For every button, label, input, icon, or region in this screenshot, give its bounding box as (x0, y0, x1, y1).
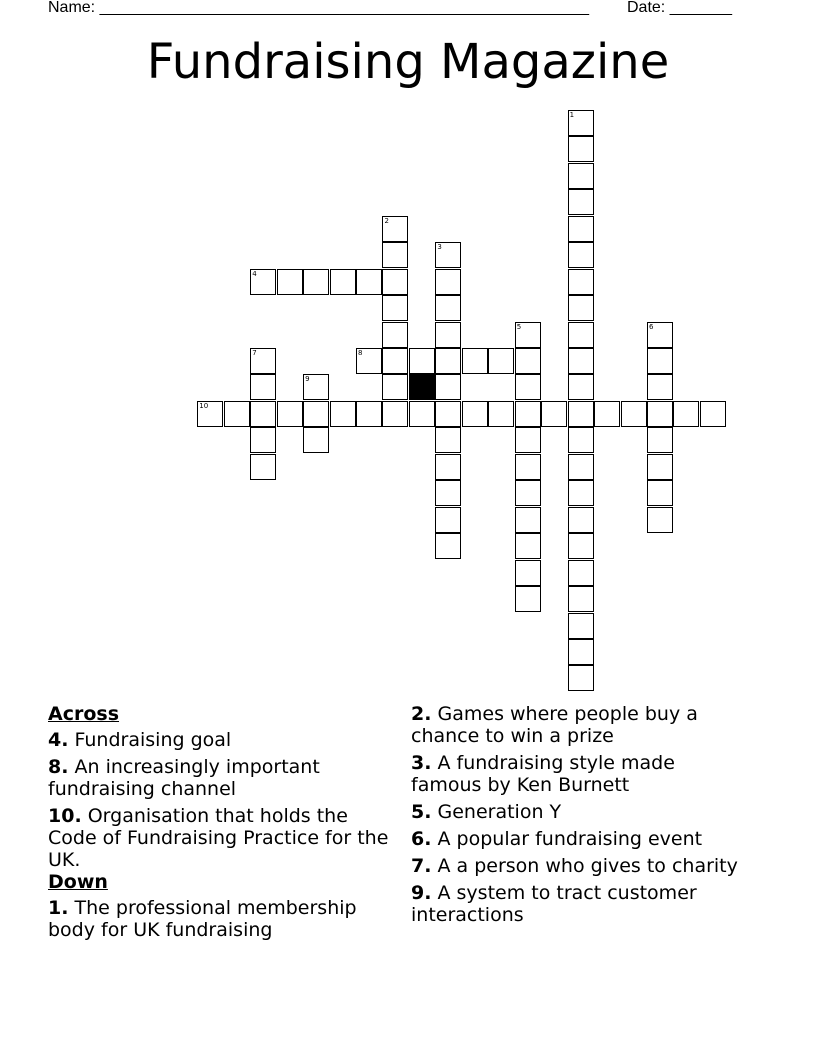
grid-cell[interactable] (515, 560, 541, 586)
clue-down-6: 6. A popular fundraising event (411, 828, 703, 850)
grid-cell[interactable] (647, 507, 673, 533)
grid-cell[interactable] (435, 295, 461, 321)
page-title: Fundraising Magazine (146, 34, 670, 90)
grid-cell[interactable] (568, 586, 594, 612)
clues-right-column (411, 703, 751, 931)
grid-cell[interactable] (382, 242, 408, 268)
grid-cell[interactable] (382, 374, 408, 400)
grid-cell[interactable] (568, 242, 594, 268)
grid-cell[interactable] (435, 480, 461, 506)
grid-cell[interactable] (647, 427, 673, 453)
clue-across-8: 8. An increasingly important fundraising channel (48, 756, 320, 800)
clue-number: 4 (252, 269, 257, 278)
grid-cell[interactable] (568, 110, 594, 136)
grid-cell[interactable] (515, 480, 541, 506)
clue-down-7: 7. A a person who gives to charity (411, 855, 738, 877)
grid-cell-black (409, 374, 435, 400)
grid-cell[interactable] (568, 136, 594, 162)
name-field[interactable]: Name: _______________________________________________________ (48, 0, 589, 16)
grid-cell[interactable] (409, 401, 435, 427)
grid-cell[interactable] (250, 427, 276, 453)
grid-cell[interactable] (356, 348, 382, 374)
grid-cell[interactable] (515, 401, 541, 427)
clue-number: 5 (516, 322, 522, 331)
grid-cell[interactable] (250, 454, 276, 480)
grid-cell[interactable] (515, 322, 541, 348)
grid-cell[interactable] (647, 322, 673, 348)
grid-cell[interactable] (250, 401, 276, 427)
grid-cell[interactable] (330, 401, 356, 427)
grid-cell[interactable] (515, 533, 541, 559)
grid-cell[interactable] (382, 348, 408, 374)
grid-cell[interactable] (382, 216, 408, 242)
grid-cell[interactable] (647, 401, 673, 427)
clue-number: 3 (437, 243, 442, 252)
grid-cell[interactable] (277, 269, 303, 295)
grid-cell[interactable] (647, 374, 673, 400)
grid-cell[interactable] (435, 507, 461, 533)
grid-cell[interactable] (224, 401, 250, 427)
grid-cell[interactable] (277, 401, 303, 427)
grid-cell[interactable] (488, 348, 514, 374)
clue-number: 2 (384, 216, 389, 225)
grid-cell[interactable] (382, 322, 408, 348)
down-heading: Down (48, 871, 108, 893)
grid-cell[interactable] (197, 401, 223, 427)
clue-down-5: 5. Generation Y (411, 801, 562, 823)
clue-down-1: 1. The professional membership body for UK fundraising (48, 897, 357, 941)
grid-cell[interactable] (435, 269, 461, 295)
grid-cell[interactable] (382, 295, 408, 321)
grid-cell[interactable] (568, 639, 594, 665)
grid-cell[interactable] (356, 401, 382, 427)
grid-cell[interactable] (250, 374, 276, 400)
grid-cell[interactable] (568, 348, 594, 374)
grid-cell[interactable] (568, 189, 594, 215)
grid-cell[interactable] (382, 401, 408, 427)
grid-cell[interactable] (515, 507, 541, 533)
clue-down-9: 9. A system to tract customer interactions (411, 882, 697, 926)
grid-cell[interactable] (435, 427, 461, 453)
clue-across-4: 4. Fundraising goal (48, 729, 232, 751)
grid-cell[interactable] (594, 401, 620, 427)
grid-cell[interactable] (568, 401, 594, 427)
clue-number: 6 (648, 322, 654, 331)
grid-cell[interactable] (515, 374, 541, 400)
grid-cell[interactable] (700, 401, 726, 427)
clue-number: 7 (252, 349, 257, 357)
grid-cell[interactable] (303, 269, 329, 295)
grid-cell[interactable] (568, 665, 594, 691)
grid-cell[interactable] (673, 401, 699, 427)
grid-cell[interactable] (435, 374, 461, 400)
grid-cell[interactable] (462, 348, 488, 374)
grid-cell[interactable] (330, 269, 356, 295)
grid-cell[interactable] (568, 454, 594, 480)
grid-cell[interactable] (435, 348, 461, 374)
clue-down-2: 2. Games where people buy a chance to win a prize (411, 703, 698, 747)
across-heading: Across (48, 703, 120, 725)
grid-cell[interactable] (435, 533, 461, 559)
grid-cell[interactable] (303, 374, 329, 400)
grid-cell[interactable] (515, 427, 541, 453)
grid-cell[interactable] (462, 401, 488, 427)
grid-cell[interactable] (568, 613, 594, 639)
grid-cell[interactable] (568, 427, 594, 453)
clue-number: 10 (199, 401, 209, 410)
grid-cell[interactable] (647, 348, 673, 374)
clue-across-10: 10. Organisation that holds the Code of Fundraising Practice for the UK. (48, 805, 389, 871)
grid-cell[interactable] (409, 348, 435, 374)
grid-cell[interactable] (356, 269, 382, 295)
grid-cell[interactable] (250, 269, 276, 295)
grid-cell[interactable] (435, 401, 461, 427)
grid-cell[interactable] (435, 242, 461, 268)
grid-cell[interactable] (250, 348, 276, 374)
grid-cell[interactable] (568, 295, 594, 321)
grid-cell[interactable] (303, 427, 329, 453)
grid-cell[interactable] (568, 163, 594, 189)
grid-cell[interactable] (621, 401, 647, 427)
clue-number: 9 (305, 375, 310, 384)
grid-cell[interactable] (568, 269, 594, 295)
grid-cell[interactable] (568, 216, 594, 242)
clues-left-column (48, 703, 393, 946)
grid-cell[interactable] (488, 401, 514, 427)
grid-cell[interactable] (435, 454, 461, 480)
grid-cell[interactable] (568, 480, 594, 506)
clue-number: 8 (358, 349, 363, 357)
clue-down-3: 3. A fundraising style made famous by Ken Burnett (411, 752, 675, 796)
grid-cell[interactable] (568, 374, 594, 400)
grid-cell[interactable] (303, 401, 329, 427)
grid-cell[interactable] (647, 454, 673, 480)
date-field[interactable]: Date: _______ (627, 0, 732, 16)
grid-cell[interactable] (568, 533, 594, 559)
grid-cell[interactable] (382, 269, 408, 295)
grid-cell[interactable] (568, 507, 594, 533)
grid-cell[interactable] (515, 454, 541, 480)
grid-cell[interactable] (647, 480, 673, 506)
grid-cell[interactable] (541, 401, 567, 427)
grid-cell[interactable] (435, 322, 461, 348)
grid-cell[interactable] (568, 560, 594, 586)
grid-cell[interactable] (568, 322, 594, 348)
clue-number: 1 (569, 110, 575, 119)
grid-cell[interactable] (515, 586, 541, 612)
grid-cell[interactable] (515, 348, 541, 374)
